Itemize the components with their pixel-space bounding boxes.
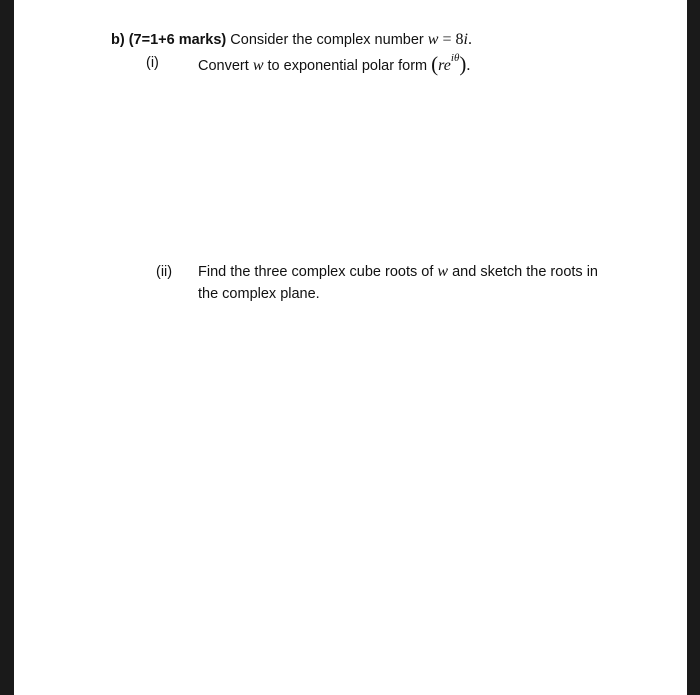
part-i-text-after: to exponential polar form	[267, 58, 428, 74]
question-intro-text: Consider the complex number	[230, 32, 424, 48]
question-period: .	[467, 31, 472, 48]
part-ii-text-before: Find the three complex cube roots of	[198, 264, 434, 280]
form-open-paren: (	[431, 52, 439, 76]
part-ii-label: (ii)	[156, 264, 173, 280]
form-exponent: iθ	[450, 52, 460, 65]
part-ii-text-after: and sketch the roots in	[452, 264, 598, 280]
value-number: 8	[455, 31, 464, 48]
question-marks: (7=1+6 marks)	[128, 32, 227, 48]
part-i-text	[198, 53, 470, 76]
part-ii-line-2: the complex plane.	[198, 286, 320, 302]
question-b-line	[111, 30, 472, 50]
form-r: r	[438, 57, 444, 74]
imaginary-unit: i	[463, 31, 468, 48]
equals-sign: =	[442, 31, 452, 48]
form-close-paren: )	[459, 52, 467, 76]
question-label: b)	[111, 32, 125, 48]
document-page	[14, 0, 687, 695]
variable-w: w	[427, 31, 439, 48]
form-e: e	[443, 57, 451, 74]
part-ii-line-1	[198, 262, 598, 282]
part-ii-variable-w: w	[437, 263, 449, 280]
right-dark-border	[687, 0, 700, 695]
part-i-label: (i)	[146, 55, 159, 71]
left-dark-border	[0, 0, 14, 695]
part-i-variable-w: w	[252, 57, 264, 74]
part-i-text-before: Convert	[198, 58, 249, 74]
part-i-period: .	[466, 57, 471, 74]
